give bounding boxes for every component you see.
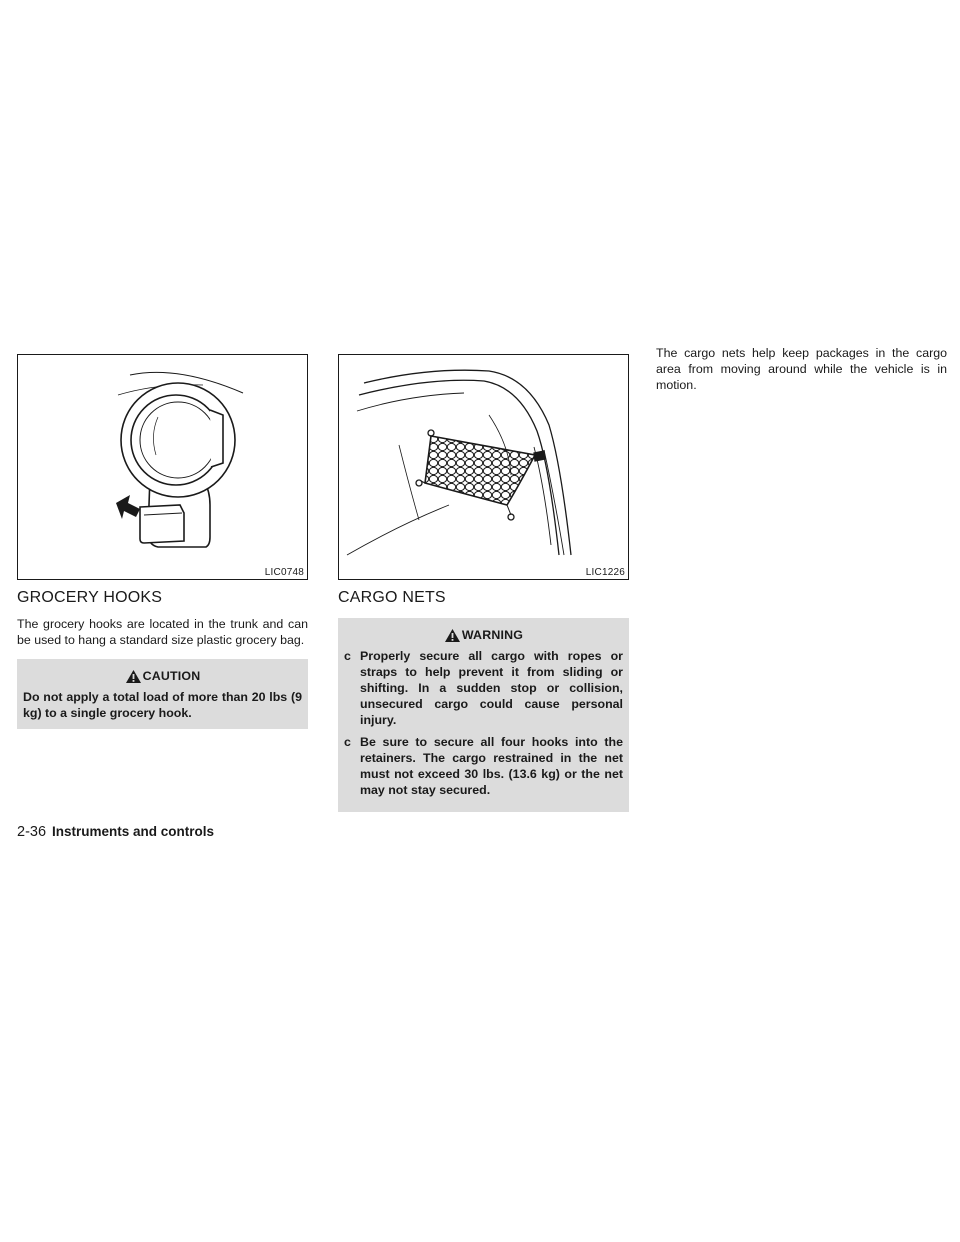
grocery-hooks-body: The grocery hooks are located in the trunk and can be used to hang a standard size plastic grocery bag. (17, 617, 308, 647)
warning-list (344, 648, 623, 798)
list-item (344, 648, 623, 728)
warning-title: WARNING (461, 628, 524, 642)
cargo-nets-column (338, 354, 629, 812)
bullet-mark: c (344, 735, 351, 749)
bullet-mark: c (344, 649, 351, 663)
grocery-hook-figure (17, 354, 308, 580)
warning-triangle-icon (444, 628, 461, 643)
description-column (656, 346, 947, 393)
caution-title: CAUTION (142, 669, 201, 683)
caution-box (17, 659, 308, 729)
cargo-net-figure (338, 354, 629, 580)
caution-header (23, 665, 302, 687)
warning-triangle-icon (125, 669, 142, 684)
section-title: Instruments and controls (52, 824, 215, 839)
warning-box (338, 618, 629, 812)
warning-item-text: Be sure to secure all four hooks into the retainers. The cargo restrained in the net must not exceed 30 lbs. (13.6 kg) or the net may not stay secured. (360, 735, 623, 797)
grocery-hooks-heading: GROCERY HOOKS (17, 589, 163, 606)
cargo-net-illustration (339, 355, 628, 579)
warning-item-text: Properly secure all cargo with ropes or straps to help prevent it from sliding or shifting. In a sudden stop or collision, unsecured cargo could cause personal injury. (360, 649, 623, 727)
caution-text: Do not apply a total load of more than 20 lbs (9 kg) to a single grocery hook. (23, 690, 302, 720)
figure-label: LIC1226 (585, 567, 625, 578)
warning-header (344, 624, 623, 646)
cargo-nets-heading: CARGO NETS (338, 589, 446, 606)
grocery-hooks-column (17, 354, 308, 729)
cargo-nets-description: The cargo nets help keep packages in the cargo area from moving around while the vehicle is in motion. (656, 346, 947, 392)
figure-label: LIC0748 (264, 567, 304, 578)
grocery-hook-illustration (18, 355, 307, 579)
list-item (344, 734, 623, 798)
page-footer (17, 824, 214, 840)
page-number: 2-36 (17, 824, 47, 840)
